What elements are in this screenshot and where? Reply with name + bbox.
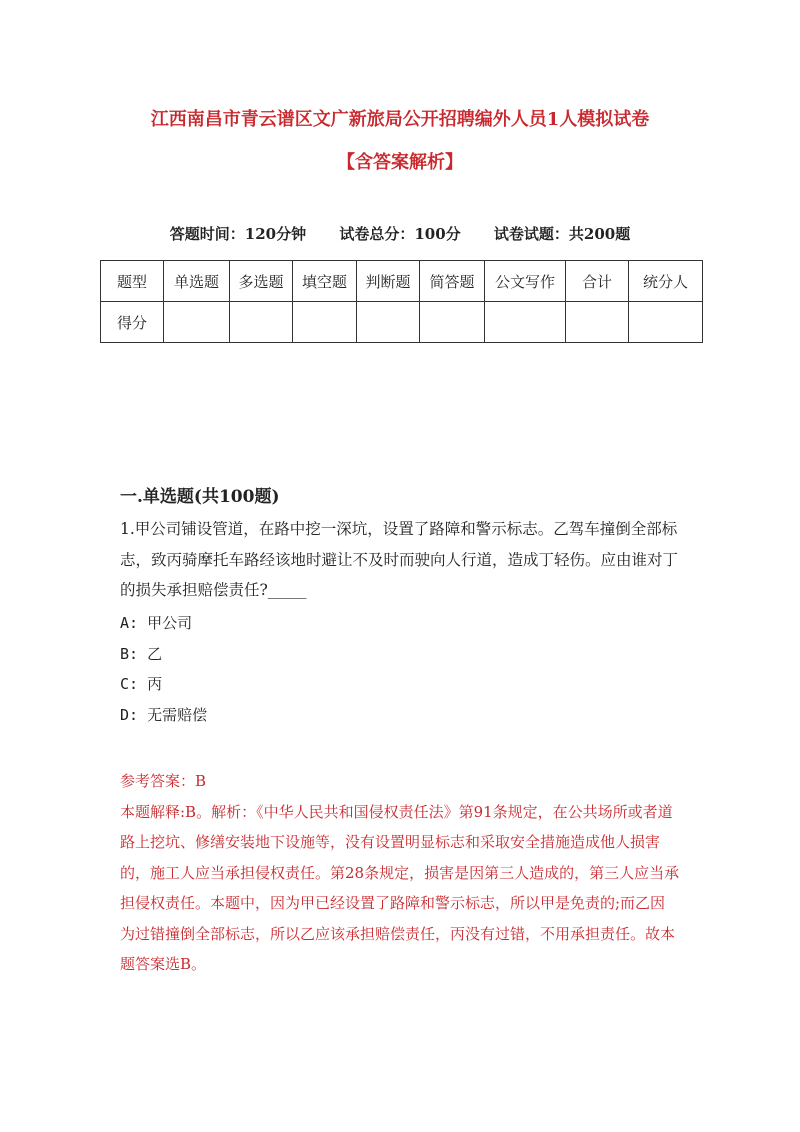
exam-subtitle: 【含答案解析】 — [337, 152, 463, 173]
section-heading: 一.单选题(共100题) — [120, 487, 280, 507]
score-header-cell: 题型 — [101, 261, 164, 302]
score-input-cell[interactable] — [629, 302, 703, 343]
score-header-cell: 填空题 — [293, 261, 357, 302]
score-input-cell[interactable] — [485, 302, 566, 343]
score-input-cell[interactable] — [566, 302, 629, 343]
exam-title: 江西南昌市青云谱区文广新旅局公开招聘编外人员1人模拟试卷 — [150, 109, 650, 130]
option-a: A: 甲公司 — [120, 614, 193, 632]
score-table — [100, 260, 703, 343]
score-row-label: 得分 — [101, 302, 164, 343]
option-b: B: 乙 — [120, 644, 163, 663]
score-header-cell: 公文写作 — [485, 261, 566, 302]
score-header-cell: 多选题 — [230, 261, 293, 302]
answer-block — [120, 766, 680, 980]
exam-time: 答题时间：120分钟 — [169, 225, 307, 243]
question-text: 1.甲公司铺设管道，在路中挖一深坑，设置了路障和警示标志。乙驾车撞倒全部标志，致丙骑摩托车路经该地时避让不及时而驶向人行道，造成丁轻伤。应由谁对丁的损失承担赔偿责任?_____ — [120, 520, 679, 599]
exam-total-score: 试卷总分：100分 — [339, 225, 461, 243]
option-c: C: 丙 — [120, 675, 163, 693]
score-input-cell[interactable] — [357, 302, 420, 343]
score-table-score-row — [101, 302, 703, 343]
option-list — [120, 608, 207, 730]
score-input-cell[interactable] — [230, 302, 293, 343]
answer-explanation: 本题解释:B。解析：《中华人民共和国侵权责任法》第91条规定，在公共场所或者道路上挖坑、修缮安装地下设施等，没有设置明显标志和采取安全措施造成他人损害的，施工人应当承担侵权责任。第28条规定，损害是因第三人造成的，第三人应当承担侵权责任。本题中，因为甲已经设置了路障和警示标志，所以甲是免责的;而乙因为过错撞倒全部标志，所以乙应该承担赔偿责任，丙没有过错，不用承担责任。故本题答案选B。 — [120, 802, 680, 973]
score-header-cell: 简答题 — [420, 261, 485, 302]
score-input-cell[interactable] — [164, 302, 230, 343]
score-input-cell[interactable] — [420, 302, 485, 343]
score-header-cell: 合计 — [566, 261, 629, 302]
score-header-cell: 单选题 — [164, 261, 230, 302]
exam-meta — [0, 223, 800, 244]
reference-answer: 参考答案：B — [120, 772, 207, 790]
score-table-header-row — [101, 261, 703, 302]
exam-question-count: 试卷试题：共200题 — [493, 225, 631, 243]
score-input-cell[interactable] — [293, 302, 357, 343]
score-header-cell: 判断题 — [357, 261, 420, 302]
score-header-cell: 统分人 — [629, 261, 703, 302]
option-d: D: 无需赔偿 — [120, 705, 208, 724]
